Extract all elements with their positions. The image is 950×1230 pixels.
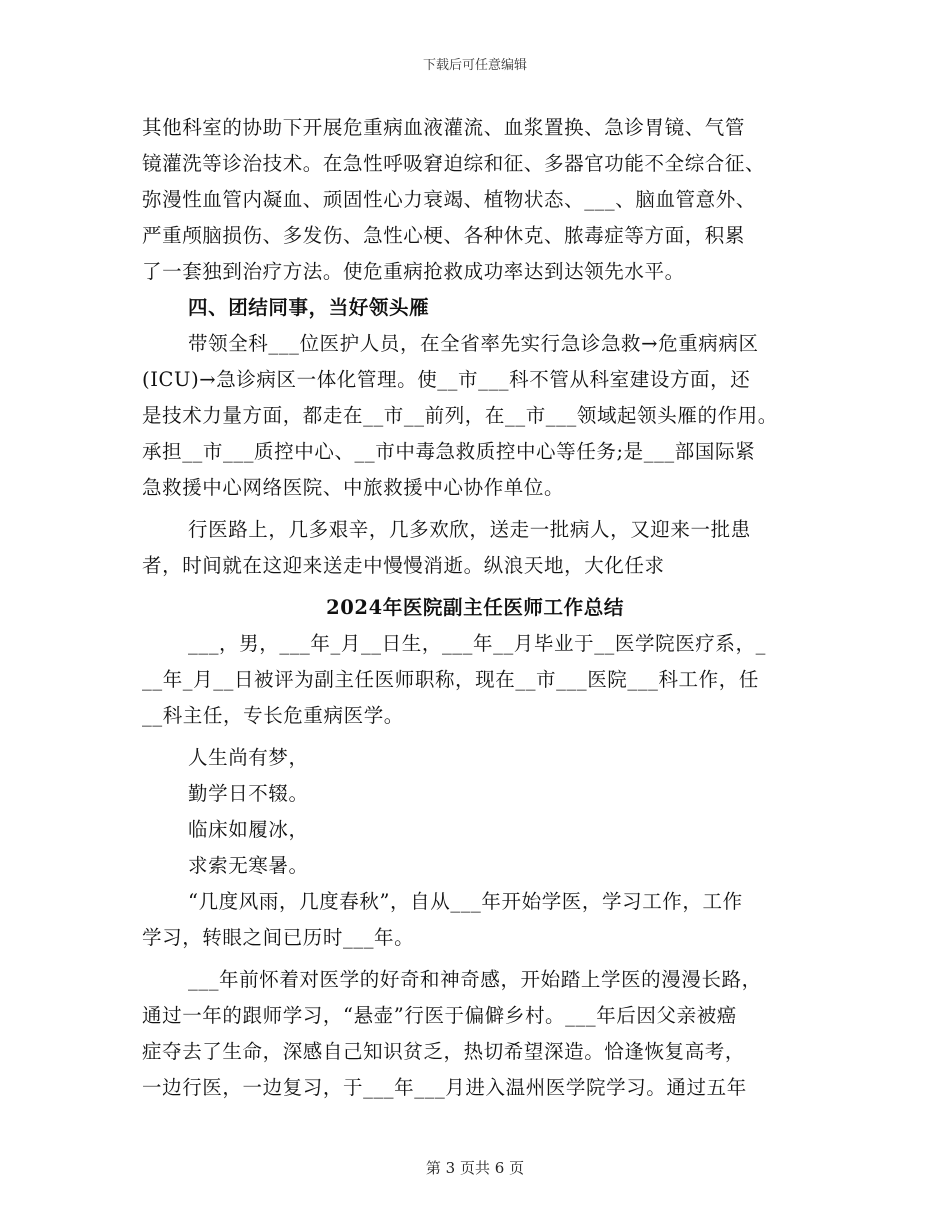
page-footer: 第 3 页共 6 页 [425,1159,525,1177]
body-line: 了一套独到治疗方法。使危重病抢救成功率达到达领先水平。 [142,260,685,283]
body-line: 学习，转眼之间已历时___年。 [142,926,415,949]
body-line: __科主任，专长危重病医学。 [142,704,404,727]
body-line: ___年前怀着对医学的好奇和神奇感，开始踏上学医的漫漫长路， [188,968,762,991]
body-line: 弥漫性血管内凝血、顽固性心力衰竭、植物状态、___、脑血管意外、 [142,188,756,211]
body-line: 症夺去了生命，深感自己知识贫乏，热切希望深造。恰逢恢复高考， [142,1040,746,1063]
body-line: 严重颅脑损伤、多发伤、急性心梗、各种休克、脓毒症等方面，积累 [142,224,746,247]
body-line: 通过一年的跟师学习，“悬壶”行医于偏僻乡村。___年后因父亲被癌 [142,1004,737,1027]
body-line: 带领全科___位医护人员，在全省率先实行急诊急救→危重病病区 [188,332,759,355]
body-line: 镜灌洗等诊治技术。在急性呼吸窘迫综和征、多器官功能不全综合征、 [142,152,766,175]
body-line: 承担__市___质控中心、__市中毒急救质控中心等任务;是___部国际紧 [142,440,756,463]
body-line: (ICU)→急诊病区一体化管理。使__市___科不管从科室建设方面，还 [142,368,751,391]
body-line: ___，男，___年_月__日生，___年__月毕业于__医学院医疗系，_ [188,632,766,655]
body-line: 急救援中心网络医院、中旅救援中心协作单位。 [142,476,565,499]
section-heading: 四、团结同事，当好领头雁 [188,296,430,319]
poem-line: 求索无寒暑。 [188,854,309,877]
body-line: 一边行医，一边复习，于___年___月进入温州医学院学习。通过五年 [142,1076,747,1099]
body-line: 是技术力量方面，都走在__市__前列，在__市___领域起领头雁的作用。 [142,404,778,427]
body-line: 其他科室的协助下开展危重病血液灌流、血浆置换、急诊胃镜、气管 [142,116,746,139]
poem-line: 临床如履冰， [188,818,309,841]
body-line: __年_月__日被评为副主任医师职称，现在__市___医院___科工作，任 [142,668,759,691]
body-line: 行医路上，几多艰辛，几多欢欣，送走一批病人，又迎来一批患 [188,518,751,541]
body-line: “几度风雨，几度春秋”，自从___年开始学医，学习工作，工作 [188,890,743,913]
document-title: 2024年医院副主任医师工作总结 [326,596,624,619]
poem-line: 勤学日不辍。 [188,782,309,805]
poem-line: 人生尚有梦， [188,746,309,769]
body-line: 者，时间就在这迎来送走中慢慢消逝。纵浪天地，大化任求 [142,554,665,577]
page-header: 下载后可任意编辑 [422,58,527,73]
